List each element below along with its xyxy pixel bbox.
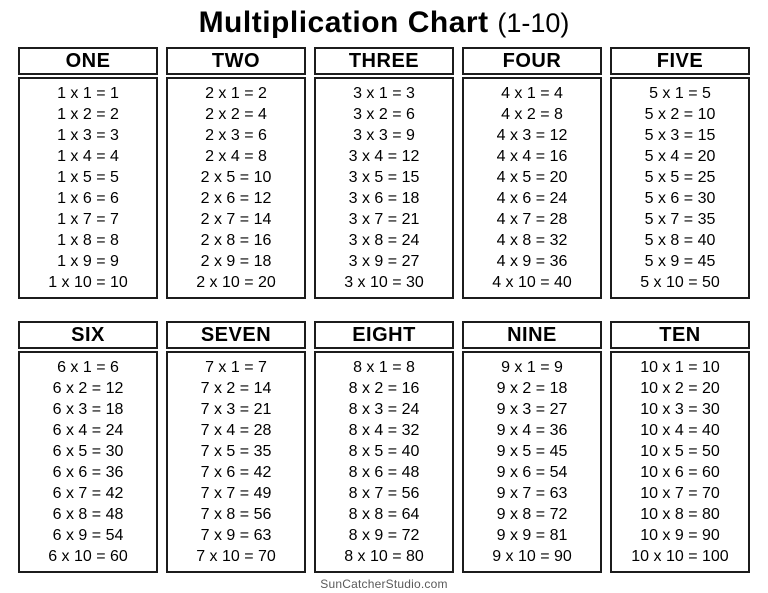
fact-row: 9 x 5 = 45 — [496, 443, 568, 460]
fact-row: 4 x 4 = 16 — [496, 148, 568, 165]
table-card — [166, 47, 306, 299]
fact-row: 5 x 1 = 5 — [649, 85, 711, 102]
fact-row: 5 x 4 = 20 — [644, 148, 716, 165]
fact-row: 9 x 8 = 72 — [496, 506, 568, 523]
fact-row: 3 x 5 = 15 — [348, 169, 420, 186]
fact-row: 1 x 8 = 8 — [57, 232, 119, 249]
table-card — [610, 321, 750, 573]
fact-row: 3 x 1 = 3 — [353, 85, 415, 102]
page-title-main: Multiplication Chart — [198, 6, 489, 39]
fact-row: 1 x 7 = 7 — [57, 211, 119, 228]
fact-row: 9 x 9 = 81 — [496, 527, 568, 544]
fact-row: 4 x 7 = 28 — [496, 211, 568, 228]
table-card — [462, 47, 602, 299]
fact-row: 4 x 5 = 20 — [496, 169, 568, 186]
fact-row: 6 x 10 = 60 — [48, 548, 128, 565]
fact-row: 7 x 2 = 14 — [200, 380, 272, 397]
fact-row: 7 x 7 = 49 — [200, 485, 272, 502]
fact-row: 1 x 4 = 4 — [57, 148, 119, 165]
fact-row: 1 x 9 = 9 — [57, 253, 119, 270]
table-card-title: EIGHT — [314, 321, 454, 349]
page-title-range: (1-10) — [497, 8, 570, 38]
fact-row: 10 x 1 = 10 — [640, 359, 720, 376]
fact-row: 10 x 8 = 80 — [640, 506, 720, 523]
fact-row: 7 x 5 = 35 — [200, 443, 272, 460]
fact-row: 4 x 3 = 12 — [496, 127, 568, 144]
fact-row: 4 x 9 = 36 — [496, 253, 568, 270]
fact-row: 10 x 5 = 50 — [640, 443, 720, 460]
fact-row: 1 x 1 = 1 — [57, 85, 119, 102]
table-card — [314, 47, 454, 299]
table-card-title: ONE — [18, 47, 158, 75]
table-card-facts — [462, 351, 602, 573]
fact-row: 4 x 10 = 40 — [492, 274, 572, 291]
fact-row: 8 x 1 = 8 — [353, 359, 415, 376]
fact-row: 5 x 2 = 10 — [644, 106, 716, 123]
fact-row: 3 x 10 = 30 — [344, 274, 424, 291]
fact-row: 3 x 2 = 6 — [353, 106, 415, 123]
table-card — [18, 47, 158, 299]
fact-row: 3 x 7 = 21 — [348, 211, 420, 228]
fact-row: 2 x 8 = 16 — [200, 232, 272, 249]
table-card — [610, 47, 750, 299]
fact-row: 7 x 8 = 56 — [200, 506, 272, 523]
table-card-facts — [166, 351, 306, 573]
table-card-title: FOUR — [462, 47, 602, 75]
table-card-facts — [462, 77, 602, 299]
fact-row: 5 x 3 = 15 — [644, 127, 716, 144]
fact-row: 6 x 3 = 18 — [52, 401, 124, 418]
fact-row: 5 x 7 = 35 — [644, 211, 716, 228]
fact-row: 2 x 4 = 8 — [205, 148, 267, 165]
table-card-title: THREE — [314, 47, 454, 75]
fact-row: 2 x 1 = 2 — [205, 85, 267, 102]
fact-row: 7 x 3 = 21 — [200, 401, 272, 418]
fact-row: 7 x 10 = 70 — [196, 548, 276, 565]
fact-row: 9 x 7 = 63 — [496, 485, 568, 502]
fact-row: 6 x 5 = 30 — [52, 443, 124, 460]
fact-row: 9 x 1 = 9 — [501, 359, 563, 376]
table-card-title: NINE — [462, 321, 602, 349]
fact-row: 8 x 2 = 16 — [348, 380, 420, 397]
fact-row: 3 x 8 = 24 — [348, 232, 420, 249]
fact-row: 4 x 2 = 8 — [501, 106, 563, 123]
fact-row: 3 x 9 = 27 — [348, 253, 420, 270]
fact-row: 6 x 6 = 36 — [52, 464, 124, 481]
fact-row: 10 x 2 = 20 — [640, 380, 720, 397]
fact-row: 8 x 8 = 64 — [348, 506, 420, 523]
fact-row: 7 x 1 = 7 — [205, 359, 267, 376]
fact-row: 6 x 8 = 48 — [52, 506, 124, 523]
fact-row: 10 x 9 = 90 — [640, 527, 720, 544]
fact-row: 3 x 6 = 18 — [348, 190, 420, 207]
fact-row: 6 x 4 = 24 — [52, 422, 124, 439]
fact-row: 9 x 6 = 54 — [496, 464, 568, 481]
fact-row: 10 x 3 = 30 — [640, 401, 720, 418]
fact-row: 6 x 7 = 42 — [52, 485, 124, 502]
fact-row: 1 x 2 = 2 — [57, 106, 119, 123]
table-card-facts — [18, 351, 158, 573]
fact-row: 3 x 3 = 9 — [353, 127, 415, 144]
fact-row: 4 x 8 = 32 — [496, 232, 568, 249]
table-card — [462, 321, 602, 573]
footer-credit: SunCatcherStudio.com — [320, 577, 448, 591]
fact-row: 1 x 3 = 3 — [57, 127, 119, 144]
fact-row: 6 x 1 = 6 — [57, 359, 119, 376]
table-card-facts — [610, 351, 750, 573]
fact-row: 9 x 10 = 90 — [492, 548, 572, 565]
fact-row: 5 x 6 = 30 — [644, 190, 716, 207]
fact-row: 7 x 4 = 28 — [200, 422, 272, 439]
fact-row: 8 x 6 = 48 — [348, 464, 420, 481]
fact-row: 5 x 9 = 45 — [644, 253, 716, 270]
fact-row: 8 x 5 = 40 — [348, 443, 420, 460]
fact-row: 10 x 4 = 40 — [640, 422, 720, 439]
fact-row: 2 x 5 = 10 — [200, 169, 272, 186]
table-card-facts — [610, 77, 750, 299]
table-card — [166, 321, 306, 573]
fact-row: 1 x 10 = 10 — [48, 274, 128, 291]
fact-row: 4 x 1 = 4 — [501, 85, 563, 102]
fact-row: 10 x 7 = 70 — [640, 485, 720, 502]
fact-row: 6 x 2 = 12 — [52, 380, 124, 397]
fact-row: 5 x 5 = 25 — [644, 169, 716, 186]
fact-row: 10 x 6 = 60 — [640, 464, 720, 481]
fact-row: 9 x 2 = 18 — [496, 380, 568, 397]
fact-row: 1 x 6 = 6 — [57, 190, 119, 207]
table-card — [314, 321, 454, 573]
fact-row: 2 x 3 = 6 — [205, 127, 267, 144]
fact-row: 8 x 4 = 32 — [348, 422, 420, 439]
table-card-title: SEVEN — [166, 321, 306, 349]
fact-row: 8 x 10 = 80 — [344, 548, 424, 565]
table-card-title: SIX — [18, 321, 158, 349]
fact-row: 8 x 9 = 72 — [348, 527, 420, 544]
fact-row: 9 x 4 = 36 — [496, 422, 568, 439]
fact-row: 5 x 8 = 40 — [644, 232, 716, 249]
fact-row: 2 x 2 = 4 — [205, 106, 267, 123]
fact-row: 5 x 10 = 50 — [640, 274, 720, 291]
table-card-title: TWO — [166, 47, 306, 75]
tables-grid — [18, 47, 750, 573]
table-card-title: FIVE — [610, 47, 750, 75]
fact-row: 9 x 3 = 27 — [496, 401, 568, 418]
fact-row: 3 x 4 = 12 — [348, 148, 420, 165]
fact-row: 8 x 7 = 56 — [348, 485, 420, 502]
table-card-facts — [166, 77, 306, 299]
table-card-facts — [314, 77, 454, 299]
table-card-title: TEN — [610, 321, 750, 349]
fact-row: 6 x 9 = 54 — [52, 527, 124, 544]
fact-row: 7 x 6 = 42 — [200, 464, 272, 481]
fact-row: 8 x 3 = 24 — [348, 401, 420, 418]
fact-row: 1 x 5 = 5 — [57, 169, 119, 186]
fact-row: 2 x 10 = 20 — [196, 274, 276, 291]
page-title — [0, 6, 768, 40]
table-card-facts — [18, 77, 158, 299]
table-card-facts — [314, 351, 454, 573]
fact-row: 7 x 9 = 63 — [200, 527, 272, 544]
fact-row: 2 x 6 = 12 — [200, 190, 272, 207]
table-card — [18, 321, 158, 573]
fact-row: 2 x 9 = 18 — [200, 253, 272, 270]
fact-row: 2 x 7 = 14 — [200, 211, 272, 228]
fact-row: 4 x 6 = 24 — [496, 190, 568, 207]
fact-row: 10 x 10 = 100 — [631, 548, 729, 565]
